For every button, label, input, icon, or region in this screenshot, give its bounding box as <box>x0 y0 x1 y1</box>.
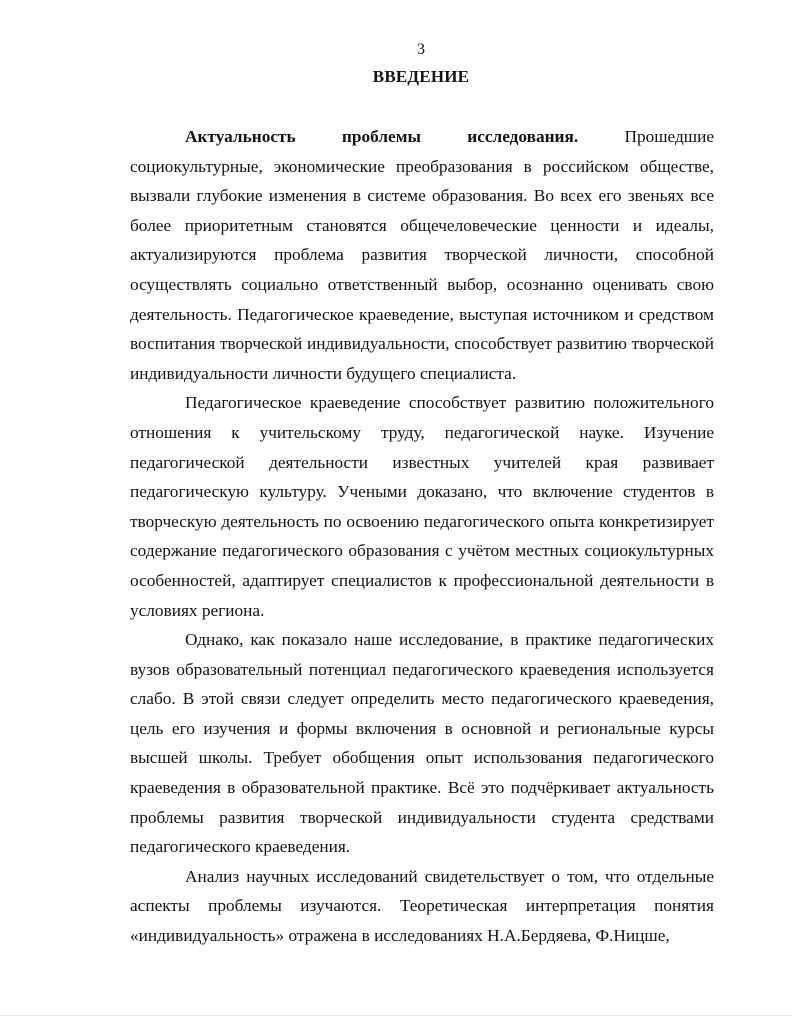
section-heading: ВВЕДЕНИЕ <box>372 67 470 86</box>
page-number: 3 <box>417 41 425 58</box>
paragraph-research-findings: Однако, как показало наше исследование, в практике педагогических вузов образовательный потенциал педагогического краеведения используется слабо. В этой связи следует определить место педагогического краеведения, цель его изучения и формы включения в основной и региональные курсы высшей школы. Требует обобщения опыт использования педагогического краеведения в образовательной практике. Всё это подчёркивает актуальность проблемы развития творческой индивидуальности студента средствами педагогического краеведения. <box>130 630 714 857</box>
paragraph-relevance <box>130 122 714 388</box>
paragraph-text: Прошедшие социокультурные, экономические преобразования в российском обществе, вызвали глубокие изменения в системе образования. Во всех его звеньях все более приоритетным становятся общечеловеческие ценности и идеалы, актуализируются проблема развития творческой личности, способной осуществлять социально ответственный выбор, осознанно оценивать свою деятельность. Педагогическое краеведение, выступая источником и средством воспитания творческой индивидуальности, способствует развитию творческой индивидуальности личности будущего специалиста. <box>130 127 714 383</box>
paragraph-literature-analysis: Анализ научных исследований свидетельствует о том, что отдельные аспекты проблемы изучаются. Теоретическая интерпретация понятия «индивидуальность» отражена в исследованиях Н.А.Бердяева, Ф.Ницше, <box>130 866 714 946</box>
paragraph-lead: Актуальность проблемы исследования. <box>185 127 579 146</box>
page-bottom-rule <box>0 1015 792 1016</box>
paragraph-local-studies: Педагогическое краеведение способствует развитию положительного отношения к учительскому труду, педагогической науке. Изучение педагогической деятельности известных учителей края развивает педагогическую культуру. Учеными доказано, что включение студентов в творческую деятельность по освоению педагогического опыта конкретизирует содержание педагогического образования с учётом местных социокультурных особенностей, адаптирует специалистов к профессиональной деятельности в условиях региона. <box>130 393 714 620</box>
body-text <box>130 122 714 951</box>
